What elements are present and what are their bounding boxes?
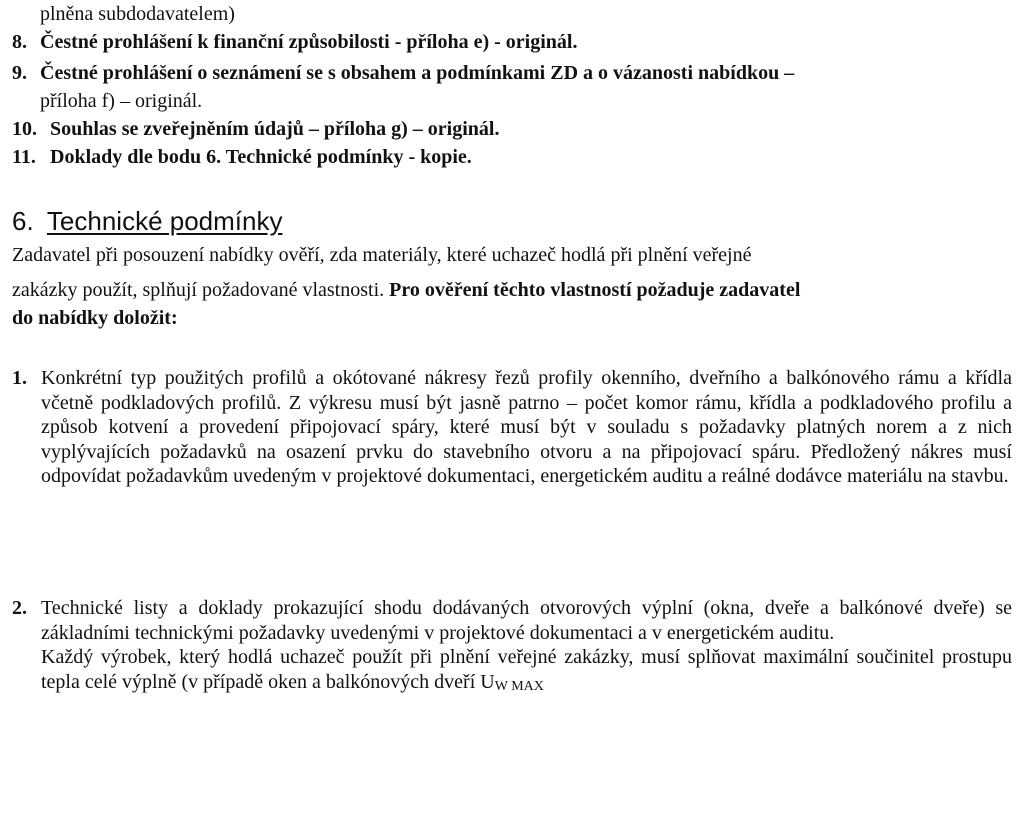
section-title: Technické podmínky <box>46 206 283 236</box>
requirement-item-2 <box>12 596 1012 806</box>
intro-plain: zakázky použít, splňují požadované vlastnosti. <box>12 279 385 301</box>
item-number: 1. <box>12 367 27 389</box>
list-number: 11. <box>12 146 36 168</box>
list-number: 10. <box>12 118 37 140</box>
item-text-2-main: Každý výrobek, který hodlá uchazeč použít při plnění veřejné zakázky, musí splňovat maximální součinitel prostupu tepla celé výplně (v případě oken a balkónových dveří U <box>41 646 1012 693</box>
intro-line-1: Zadavatel při posouzení nabídky ověří, zda materiály, které uchazeč hodlá při plnění veřejné <box>12 244 752 266</box>
list-item-9 <box>12 61 794 85</box>
top-line-continuation: plněna subdodavatelem) <box>40 3 235 25</box>
item-text: Technické listy a doklady prokazující shodu dodávaných otvorových výplní (okna, dveře a balkónové dveře) se základními technickými požadavky uvedenými v projektové dokumentaci a v energetickém auditu. <box>41 597 1012 644</box>
section-number: 6. <box>12 206 34 236</box>
list-item-11 <box>12 145 472 169</box>
list-text-cont: příloha f) – originál. <box>40 90 203 112</box>
subscript-w-max: W MAX <box>494 678 544 694</box>
list-text: Čestné prohlášení k finanční způsobilosti - příloha e) - originál. <box>40 31 578 53</box>
list-item-8 <box>12 30 577 54</box>
intro-line-2 <box>12 278 800 302</box>
requirement-item-1 <box>12 366 1012 566</box>
list-text: Souhlas se zveřejněním údajů – příloha g) – originál. <box>50 118 500 140</box>
item-text: Konkrétní typ použitých profilů a okótované nákresy řezů profily okenního, dveřního a balkónového rámu a křídla včetně podkladových profilů. Z výkresu musí být jasně patrno – počet komor rámu, křídla a podkladového profilu a způsob kotvení a provedení připojovací spáry, které musí být v souladu s požadavky platných norem a z nich vyplývajících požadavků na osazení prvku do stavebního otvoru a na připojovací spáru. Předložený nákres musí odpovídat požadavkům uvedeným v projektové dokumentaci, energetickém auditu a reálné dodávce materiálu na stavbu. <box>41 367 1012 487</box>
list-number: 9. <box>12 62 27 84</box>
intro-bold: Pro ověření těchto vlastností požaduje zadavatel <box>389 279 801 301</box>
item-text-2 <box>41 645 1012 699</box>
list-item-9-cont <box>40 89 202 113</box>
item-text-block <box>41 596 1012 699</box>
section-heading <box>12 206 282 236</box>
list-text: Čestné prohlášení o seznámení se s obsahem a podmínkami ZD a o vázanosti nabídkou – <box>40 62 795 84</box>
list-text: Doklady dle bodu 6. Technické podmínky - kopie. <box>50 146 472 168</box>
list-item-10 <box>12 117 499 141</box>
item-number: 2. <box>12 597 27 619</box>
intro-line-3: do nabídky doložit: <box>12 307 178 329</box>
list-number: 8. <box>12 31 27 53</box>
